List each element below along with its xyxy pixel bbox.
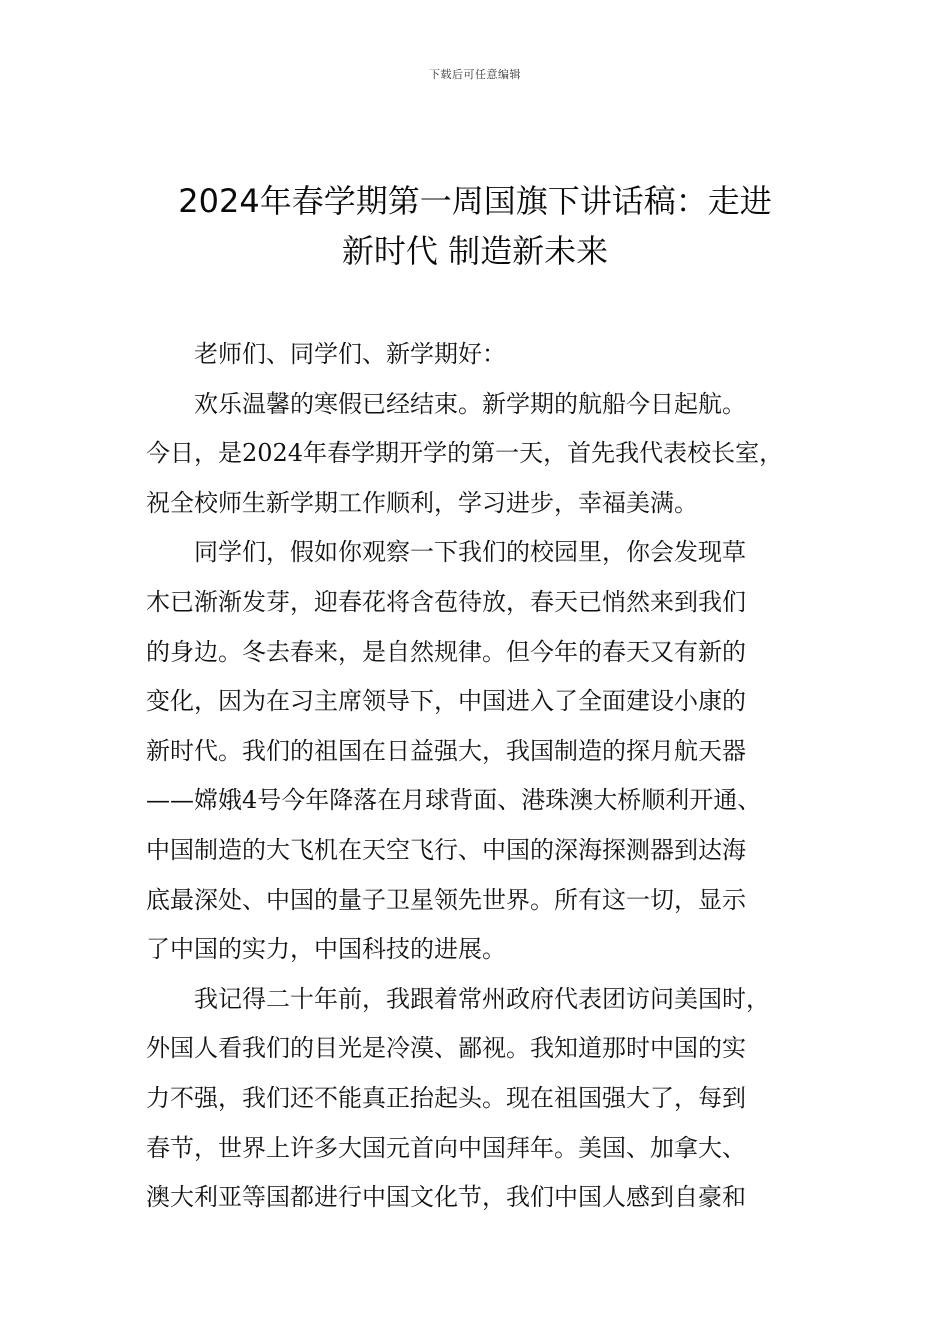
body-line: 新时代。我们的祖国在日益强大，我国制造的探月航天器 — [146, 736, 746, 765]
body-line: 木已渐渐发芽，迎春花将含苞待放，春天已悄然来到我们 — [146, 587, 746, 616]
body-line: 外国人看我们的目光是冷漠、鄙视。我知道那时中国的实 — [146, 1034, 746, 1063]
body-line: 底最深处、中国的量子卫星领先世界。所有这一切，显示 — [146, 885, 746, 914]
header-note: 下载后可任意编辑 — [429, 68, 521, 81]
document-title — [120, 176, 830, 276]
body-line: 祝全校师生新学期工作顺利，学习进步，幸福美满。 — [146, 488, 698, 517]
body-line: 变化，因为在习主席领导下，中国进入了全面建设小康的 — [146, 687, 746, 716]
body-line: 同学们，假如你观察一下我们的校园里，你会发现草 — [194, 538, 746, 567]
body-line: 欢乐温馨的寒假已经结束。新学期的航船今日起航。 — [194, 389, 746, 418]
body-line: 中国制造的大飞机在天空飞行、中国的深海探测器到达海 — [146, 835, 746, 864]
body-line: 春节，世界上许多大国元首向中国拜年。美国、加拿大、 — [146, 1133, 746, 1162]
body-line: 的身边。冬去春来，是自然规律。但今年的春天又有新的 — [146, 637, 746, 666]
body-line: 今日，是2024年春学期开学的第一天，首先我代表校长室， — [146, 439, 784, 468]
title-line-2: 新时代 制造新未来 — [341, 232, 609, 270]
title-line-1: 2024年春学期第一周国旗下讲话稿：走进 — [178, 182, 772, 220]
body-line: 澳大利亚等国都进行中国文化节，我们中国人感到自豪和 — [146, 1183, 746, 1212]
salutation: 老师们、同学们、新学期好： — [194, 340, 506, 368]
body-line: 力不强，我们还不能真正抬起头。现在祖国强大了，每到 — [146, 1083, 746, 1112]
body-line: 我记得二十年前，我跟着常州政府代表团访问美国时， — [194, 984, 770, 1013]
body-line: 了中国的实力，中国科技的进展。 — [146, 935, 506, 964]
body-line: ——嫦娥4号今年降落在月球背面、港珠澳大桥顺利开通、 — [146, 786, 762, 815]
document-body — [146, 330, 806, 1223]
